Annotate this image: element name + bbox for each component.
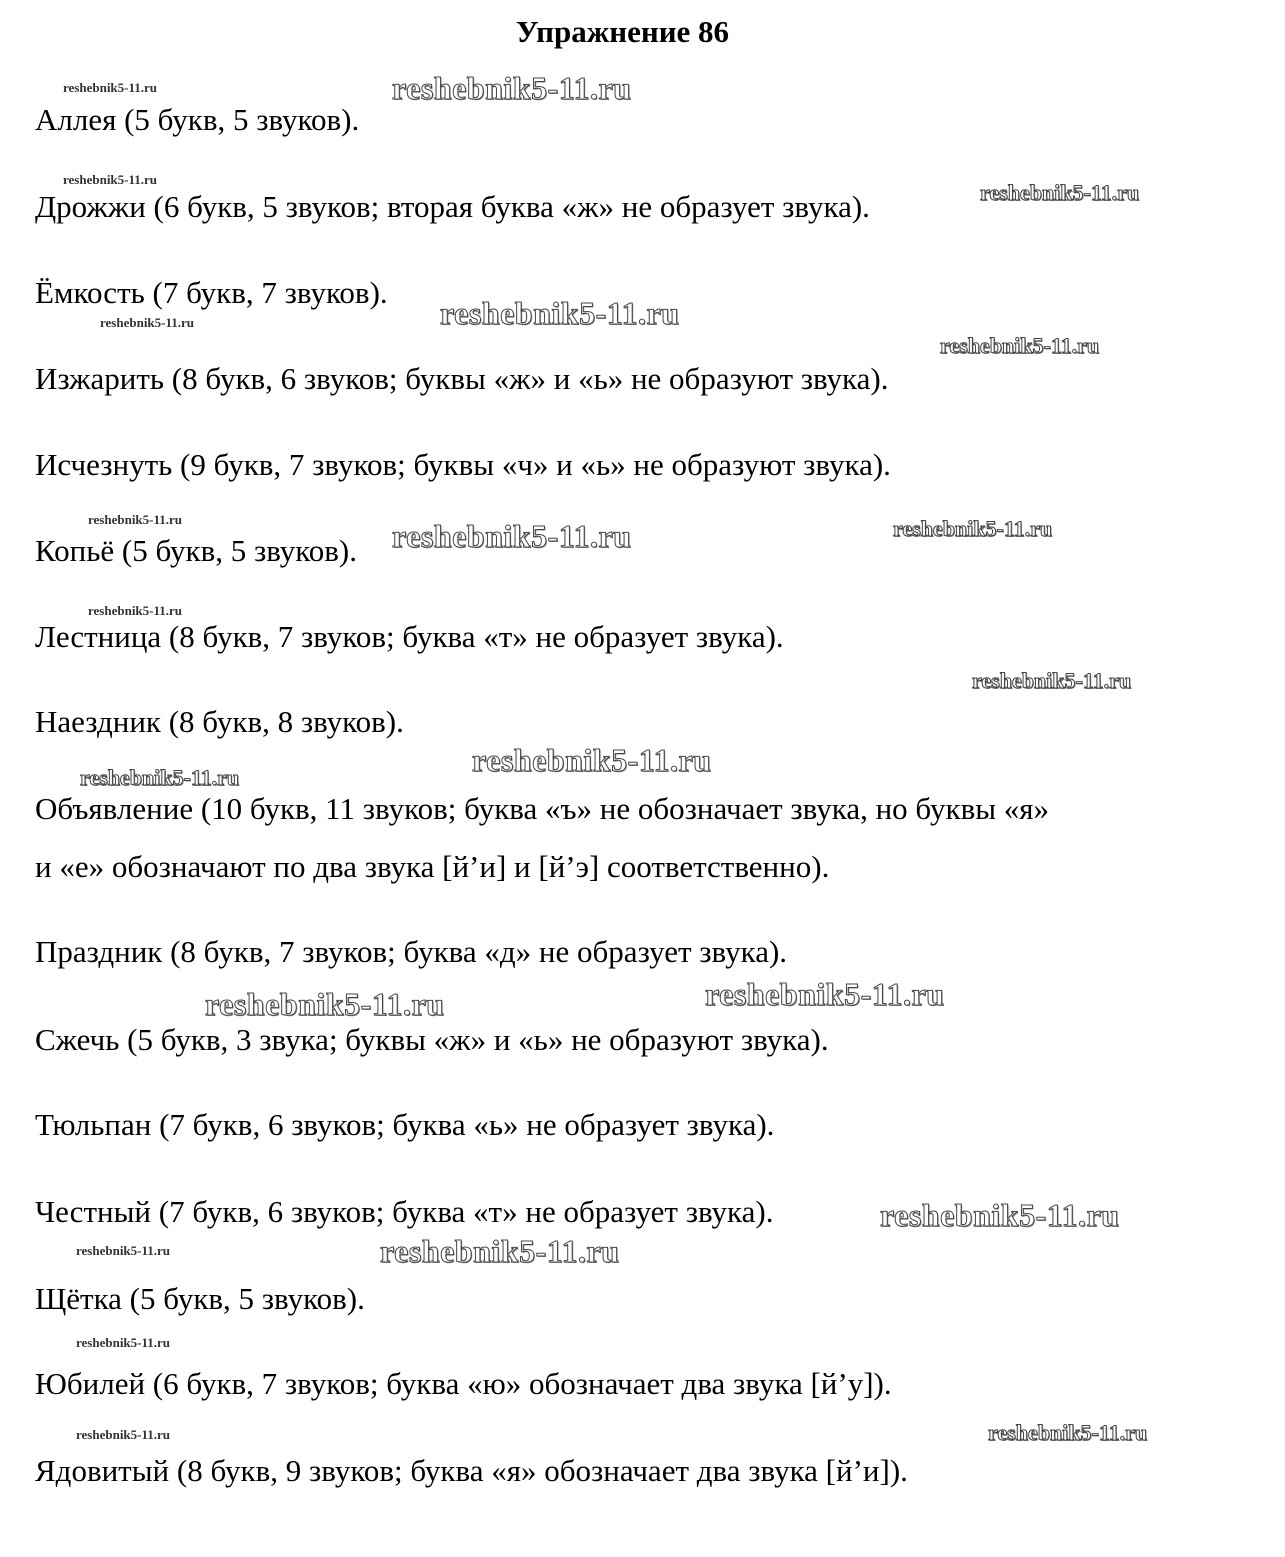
answer-line: и «е» обозначают по два звука [й’и] и [й’э] соответственно). [35,849,830,884]
answer-line: Тюльпан (7 букв, 6 звуков; буква «ь» не образует звука). [35,1107,775,1142]
answer-line: Праздник (8 букв, 7 звуков; буква «д» не образует звука). [35,934,788,969]
watermark: reshebnik5-11.ru [440,295,680,331]
watermark: reshebnik5-11.ru [80,765,240,790]
watermark: reshebnik5-11.ru [392,518,632,554]
watermark: reshebnik5-11.ru [893,516,1053,541]
watermark: reshebnik5-11.ru [392,70,632,106]
watermark: reshebnik5-11.ru [88,603,183,618]
watermark: reshebnik5-11.ru [63,80,158,95]
answer-line: Юбилей (6 букв, 7 звуков; буква «ю» обозначает два звука [й’у]). [35,1366,892,1401]
watermark: reshebnik5-11.ru [980,180,1140,205]
watermark: reshebnik5-11.ru [472,742,712,778]
watermark: reshebnik5-11.ru [940,333,1100,358]
answer-line: Ёмкость (7 букв, 7 звуков). [35,275,388,310]
watermark: reshebnik5-11.ru [380,1233,620,1269]
answer-line: Честный (7 букв, 6 звуков; буква «т» не образует звука). [35,1194,774,1229]
page-title: Упражнение 86 [515,14,730,49]
answer-line: Лестница (8 букв, 7 звуков; буква «т» не образует звука). [35,619,784,654]
watermark: reshebnik5-11.ru [988,1420,1148,1445]
watermark: reshebnik5-11.ru [705,976,945,1012]
watermark: reshebnik5-11.ru [76,1335,171,1350]
answer-line: Объявление (10 букв, 11 звуков; буква «ъ» не обозначает звука, но буквы «я» [35,791,1050,826]
watermark: reshebnik5-11.ru [63,172,158,187]
answer-line: Наездник (8 букв, 8 звуков). [35,704,404,739]
watermark: reshebnik5-11.ru [880,1197,1120,1233]
answer-line: Дрожжи (6 букв, 5 звуков; вторая буква «ж» не образует звука). [35,189,870,224]
watermark: reshebnik5-11.ru [76,1243,171,1258]
answer-line: Аллея (5 букв, 5 звуков). [35,102,360,137]
watermark: reshebnik5-11.ru [205,986,445,1022]
answer-line: Исчезнуть (9 букв, 7 звуков; буквы «ч» и «ь» не образуют звука). [35,447,891,482]
watermark: reshebnik5-11.ru [972,668,1132,693]
watermark: reshebnik5-11.ru [88,512,183,527]
answer-line: Копьё (5 букв, 5 звуков). [35,533,358,568]
answer-line: Ядовитый (8 букв, 9 звуков; буква «я» обозначает два звука [й’и]). [35,1453,908,1488]
answer-line: Сжечь (5 букв, 3 звука; буквы «ж» и «ь» не образуют звука). [35,1022,829,1057]
answer-line: Щётка (5 букв, 5 звуков). [35,1281,365,1316]
watermark: reshebnik5-11.ru [100,315,195,330]
answer-line: Изжарить (8 букв, 6 звуков; буквы «ж» и «ь» не образуют звука). [35,361,889,396]
watermark: reshebnik5-11.ru [76,1427,171,1442]
